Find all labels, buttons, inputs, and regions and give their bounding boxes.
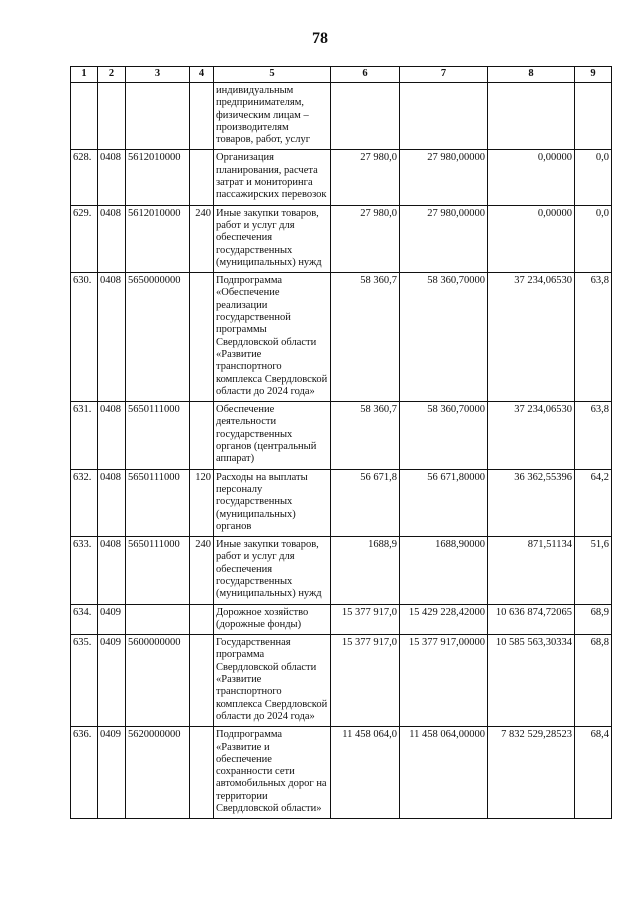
table-row: [71, 604, 612, 635]
expense-type-code: [190, 635, 214, 727]
header-cell: 1: [71, 67, 98, 83]
row-number: 632.: [71, 469, 98, 536]
header-cell: 4: [190, 67, 214, 83]
expense-type-code: 240: [190, 205, 214, 272]
table-row: [71, 205, 612, 272]
row-number: 628.: [71, 150, 98, 205]
row-number: 635.: [71, 635, 98, 727]
value-col-6: 15 377 917,0: [331, 604, 400, 635]
expense-type-code: 240: [190, 537, 214, 604]
value-col-7: 56 671,80000: [400, 469, 488, 536]
section-code: 0408: [98, 469, 126, 536]
target-article-code: 5650111000: [126, 402, 190, 469]
expense-type-code: 120: [190, 469, 214, 536]
section-code: 0409: [98, 604, 126, 635]
table-row: [71, 469, 612, 536]
header-cell: 9: [575, 67, 612, 83]
value-col-7: 27 980,00000: [400, 205, 488, 272]
section-code: 0409: [98, 635, 126, 727]
target-article-code: 5650000000: [126, 273, 190, 402]
page-number: 78: [312, 30, 328, 47]
section-code: 0408: [98, 150, 126, 205]
value-col-7: 11 458 064,00000: [400, 727, 488, 819]
value-col-6: 27 980,0: [331, 150, 400, 205]
value-col-9: 0,0: [575, 205, 612, 272]
table-row: [71, 273, 612, 402]
table-row: [71, 635, 612, 727]
row-number: 631.: [71, 402, 98, 469]
item-name: Государственная программа Свердловской области «Развитие транспортного комплекса Свердловской области до 2024 года»: [214, 635, 331, 727]
value-col-7: 58 360,70000: [400, 273, 488, 402]
target-article-code: 5650111000: [126, 537, 190, 604]
value-col-8: 10 585 563,30334: [488, 635, 575, 727]
expense-type-code: [190, 273, 214, 402]
item-name: Подпрограмма «Обеспечение реализации государственной программы Свердловской области «Развитие транспортного комплекса Свердловской области до 2024 года»: [214, 273, 331, 402]
target-article-code: 5612010000: [126, 205, 190, 272]
table-row: [71, 83, 612, 150]
value-col-8: 36 362,55396: [488, 469, 575, 536]
value-col-7: 27 980,00000: [400, 150, 488, 205]
value-col-9: 0,0: [575, 150, 612, 205]
target-article-code: 5650111000: [126, 469, 190, 536]
target-article-code: 5612010000: [126, 150, 190, 205]
target-article-code: 5600000000: [126, 635, 190, 727]
value-col-8: 10 636 874,72065: [488, 604, 575, 635]
row-number: [71, 83, 98, 150]
value-col-6: 58 360,7: [331, 402, 400, 469]
value-col-9: 68,9: [575, 604, 612, 635]
header-row: [71, 67, 612, 83]
header-cell: 8: [488, 67, 575, 83]
value-col-8: 0,00000: [488, 205, 575, 272]
value-col-8: [488, 83, 575, 150]
value-col-9: [575, 83, 612, 150]
expense-type-code: [190, 727, 214, 819]
item-name: Расходы на выплаты персоналу государственных (муниципальных) органов: [214, 469, 331, 536]
section-code: 0408: [98, 402, 126, 469]
value-col-8: 0,00000: [488, 150, 575, 205]
value-col-9: 68,8: [575, 635, 612, 727]
value-col-6: 11 458 064,0: [331, 727, 400, 819]
item-name: Подпрограмма «Развитие и обеспечение сохранности сети автомобильных дорог на территории Свердловской области»: [214, 727, 331, 819]
value-col-7: 58 360,70000: [400, 402, 488, 469]
value-col-8: 7 832 529,28523: [488, 727, 575, 819]
item-name: Обеспечение деятельности государственных органов (центральный аппарат): [214, 402, 331, 469]
item-name: индивидуальным предпринимателям, физическим лицам – производителям товаров, работ, услуг: [214, 83, 331, 150]
section-code: 0408: [98, 273, 126, 402]
target-article-code: [126, 83, 190, 150]
header-cell: 5: [214, 67, 331, 83]
header-cell: 2: [98, 67, 126, 83]
row-number: 630.: [71, 273, 98, 402]
header-cell: 6: [331, 67, 400, 83]
value-col-9: 63,8: [575, 402, 612, 469]
target-article-code: 5620000000: [126, 727, 190, 819]
value-col-9: 68,4: [575, 727, 612, 819]
value-col-6: [331, 83, 400, 150]
value-col-6: 58 360,7: [331, 273, 400, 402]
section-code: 0409: [98, 727, 126, 819]
value-col-7: 15 377 917,00000: [400, 635, 488, 727]
value-col-6: 27 980,0: [331, 205, 400, 272]
value-col-7: 15 429 228,42000: [400, 604, 488, 635]
expense-type-code: [190, 83, 214, 150]
value-col-8: 37 234,06530: [488, 402, 575, 469]
expense-type-code: [190, 604, 214, 635]
expense-type-code: [190, 150, 214, 205]
value-col-9: 51,6: [575, 537, 612, 604]
table-row: [71, 537, 612, 604]
value-col-6: 15 377 917,0: [331, 635, 400, 727]
value-col-7: 1688,90000: [400, 537, 488, 604]
value-col-6: 56 671,8: [331, 469, 400, 536]
table-row: [71, 150, 612, 205]
value-col-6: 1688,9: [331, 537, 400, 604]
table-row: [71, 402, 612, 469]
target-article-code: [126, 604, 190, 635]
section-code: 0408: [98, 537, 126, 604]
value-col-9: 63,8: [575, 273, 612, 402]
row-number: 636.: [71, 727, 98, 819]
header-cell: 7: [400, 67, 488, 83]
row-number: 629.: [71, 205, 98, 272]
section-code: [98, 83, 126, 150]
value-col-8: 871,51134: [488, 537, 575, 604]
header-cell: 3: [126, 67, 190, 83]
item-name: Организация планирования, расчета затрат и мониторинга пассажирских перевозок: [214, 150, 331, 205]
value-col-8: 37 234,06530: [488, 273, 575, 402]
item-name: Иные закупки товаров, работ и услуг для обеспечения государственных (муниципальных) нужд: [214, 537, 331, 604]
value-col-9: 64,2: [575, 469, 612, 536]
budget-table: [70, 66, 612, 819]
table-row: [71, 727, 612, 819]
value-col-7: [400, 83, 488, 150]
expense-type-code: [190, 402, 214, 469]
row-number: 633.: [71, 537, 98, 604]
section-code: 0408: [98, 205, 126, 272]
item-name: Дорожное хозяйство (дорожные фонды): [214, 604, 331, 635]
item-name: Иные закупки товаров, работ и услуг для обеспечения государственных (муниципальных) нужд: [214, 205, 331, 272]
row-number: 634.: [71, 604, 98, 635]
